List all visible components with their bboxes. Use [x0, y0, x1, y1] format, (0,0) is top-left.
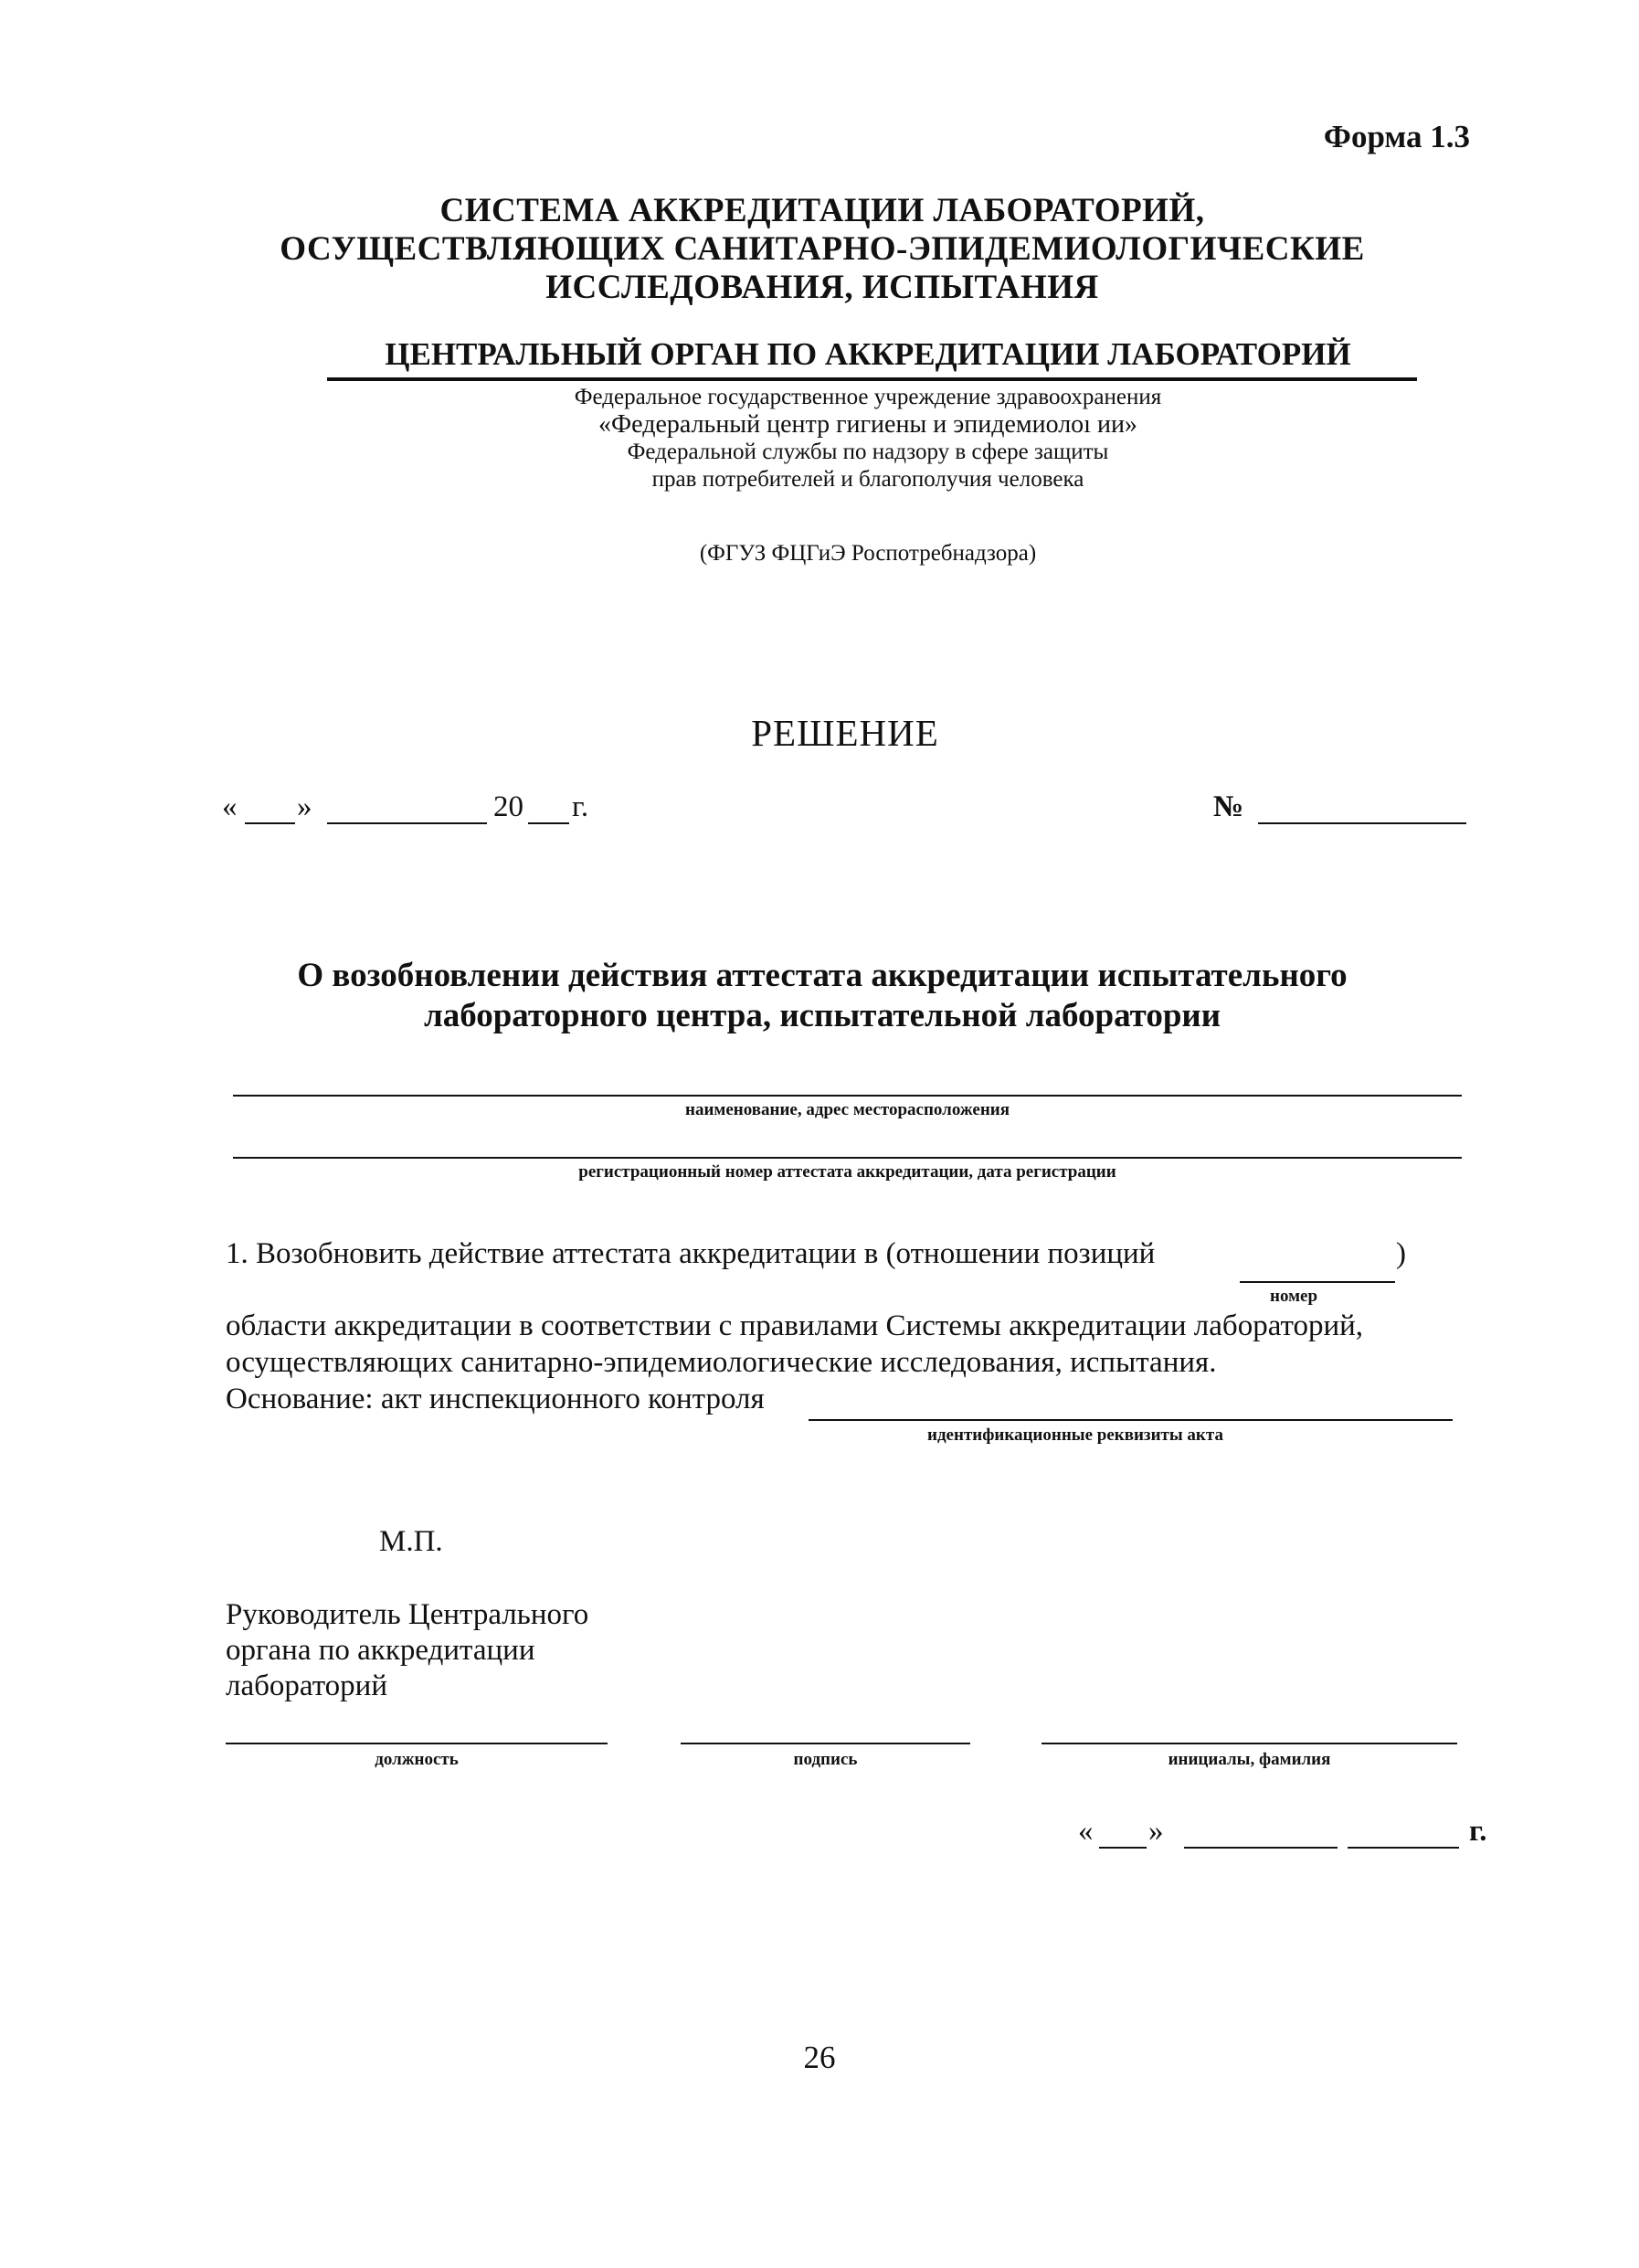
institution-line-2: «Федеральный центр гигиены и эпидемиолоı ии»: [598, 410, 1137, 439]
system-title-line-2: ОСУЩЕСТВЛЯЮЩИХ САНИТАРНО-ЭПИДЕМИОЛОГИЧЕСКИЕ: [280, 230, 1365, 268]
bottom-year-suffix: г.: [1469, 1815, 1487, 1848]
name-address-caption: наименование, адрес месторасположения: [685, 1100, 1010, 1119]
act-blank[interactable]: [809, 1419, 1453, 1421]
form-label: Форма 1.3: [1323, 119, 1470, 154]
decision-heading-line-2: лабораторного центра, испытательной лаборатории: [423, 997, 1221, 1034]
head-title-line-2: органа по аккредитации: [226, 1634, 535, 1667]
item1-close-paren: ): [1396, 1237, 1406, 1270]
position-blank[interactable]: [226, 1743, 608, 1744]
date-close-quote: »: [297, 790, 312, 823]
page-number: 26: [803, 2040, 836, 2075]
positions-blank[interactable]: [1240, 1281, 1395, 1283]
month-blank[interactable]: [327, 822, 487, 824]
item1-text: 1. Возобновить действие аттестата аккредитации в (отношении позиций: [226, 1237, 1156, 1270]
central-body-title: ЦЕНТРАЛЬНЫЙ ОРГАН ПО АККРЕДИТАЦИИ ЛАБОРАТОРИЙ: [385, 336, 1351, 372]
number-blank[interactable]: [1258, 822, 1466, 824]
initials-blank[interactable]: [1042, 1743, 1457, 1744]
bottom-date-open-quote: «: [1078, 1815, 1094, 1848]
bottom-year-blank[interactable]: [1348, 1847, 1459, 1849]
act-details-caption: идентификационные реквизиты акта: [927, 1425, 1223, 1445]
day-blank[interactable]: [245, 822, 295, 824]
bottom-date-close-quote: »: [1148, 1815, 1164, 1848]
decision-heading: [183, 956, 1462, 1036]
system-title-line-3: ИССЛЕДОВАНИЯ, ИСПЫТАНИЯ: [545, 269, 1099, 306]
head-title-line-1: Руководитель Центрального: [226, 1598, 589, 1631]
year-prefix: 20: [493, 790, 523, 823]
system-title-line-1: СИСТЕМА АККРЕДИТАЦИИ ЛАБОРАТОРИЙ,: [439, 192, 1205, 229]
position-caption: должность: [375, 1750, 459, 1769]
decision-heading-line-1: О возобновлении действия аттестата аккредитации испытательного: [297, 957, 1348, 994]
bottom-day-blank[interactable]: [1099, 1847, 1147, 1849]
date-open-quote: «: [222, 790, 238, 823]
year-blank[interactable]: [528, 822, 569, 824]
number-caption: номер: [1270, 1287, 1318, 1306]
registration-caption: регистрационный номер аттестата аккредитации, дата регистрации: [578, 1162, 1116, 1182]
initials-caption: инициалы, фамилия: [1168, 1750, 1331, 1769]
bottom-month-blank[interactable]: [1184, 1847, 1338, 1849]
central-body-underline: [327, 377, 1417, 381]
institution-line-3: Федеральной службы по надзору в сфере защиты: [627, 440, 1109, 464]
signature-blank[interactable]: [681, 1743, 970, 1744]
head-title-line-3: лабораторий: [226, 1669, 388, 1702]
paragraph-line-3: осуществляющих санитарно-эпидемиологические исследования, испытания.: [226, 1346, 1217, 1379]
basis-text: Основание: акт инспекционного контроля: [226, 1383, 765, 1415]
institution-block: [365, 384, 1370, 493]
institution-line-4: прав потребителей и благополучия человека: [651, 467, 1084, 492]
decision-title: РЕШЕНИЕ: [751, 712, 939, 754]
system-title: [274, 192, 1370, 307]
year-suffix: г.: [572, 790, 589, 823]
head-title: [226, 1597, 588, 1704]
institution-line-1: Федеральное государственное учреждение здравоохранения: [574, 385, 1162, 409]
stamp-place: М.П.: [379, 1525, 443, 1558]
institution-abbreviation: (ФГУЗ ФЦГиЭ Роспотребнадзора): [699, 541, 1037, 566]
number-sign: №: [1213, 790, 1244, 823]
signature-caption: подпись: [793, 1750, 858, 1769]
name-address-blank[interactable]: [233, 1095, 1462, 1097]
registration-blank[interactable]: [233, 1157, 1462, 1159]
paragraph-line-2: области аккредитации в соответствии с правилами Системы аккредитации лабораторий,: [226, 1309, 1364, 1342]
